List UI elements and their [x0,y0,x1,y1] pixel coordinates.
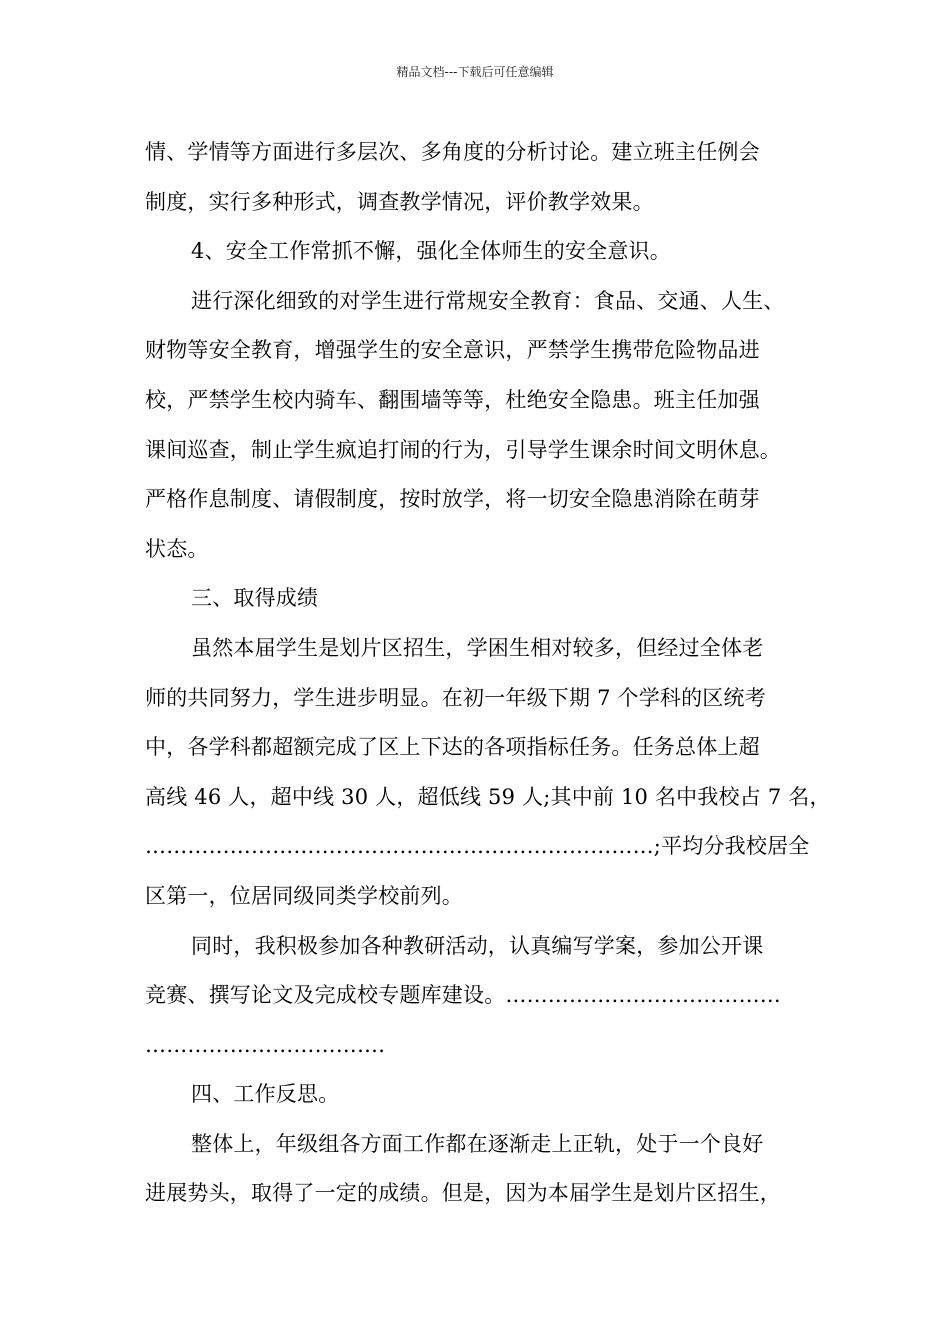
text-line: 同时，我积极参加各种教研活动，认真编写学案，参加公开课 [191,933,764,958]
text-line: 高线 46 人，超中线 30 人，超低线 59 人;其中前 10 名中我校占 7 名， [145,784,831,809]
text-line: 制度，实行多种形式，调查教学情况，评价教学效果。 [145,189,654,214]
text-line: 师的共同努力，学生进步明显。在初一年级下期 7 个学科的区统考 [145,685,766,710]
document-body [145,128,835,1219]
text-line: 整体上，年级组各方面工作都在逐渐走上正轨，处于一个良好 [191,1131,764,1156]
text-line: 竞赛、撰写论文及完成校专题库建设。………………………………… [145,983,781,1008]
text-line: 中，各学科都超额完成了区上下达的各项指标任务。任务总体上超 [145,735,760,760]
section-heading: 四、工作反思。 [191,1082,340,1107]
text-line: 校，严禁学生校内骑车、翻围墙等等，杜绝安全隐患。班主任加强 [145,387,760,412]
text-line: 课间巡查，制止学生疯追打闹的行为，引导学生课余时间文明休息。 [145,437,781,462]
page-header: 精品文档---下载后可任意编辑 [396,65,554,79]
text-line: ……………………………. [145,1032,386,1057]
text-line: 状态。 [145,536,209,561]
text-line: 区第一，位居同级同类学校前列。 [145,883,463,908]
section-subheading: 4、安全工作常抓不懈，强化全体师生的安全意识。 [191,239,671,264]
text-line: 进展势头，取得了一定的成绩。但是，因为本届学生是划片区招生， [145,1181,781,1206]
text-line: 严格作息制度、请假制度，按时放学，将一切安全隐患消除在萌芽 [145,487,760,512]
text-line: 财物等安全教育，增强学生的安全意识，严禁学生携带危险物品进 [145,338,760,363]
text-line: 情、学情等方面进行多层次、多角度的分析讨论。建立班主任例会 [145,140,760,164]
section-heading: 三、取得成绩 [191,586,319,611]
text-line: ………………………………………………………………;平均分我校居全 [145,834,810,859]
text-line: 虽然本届学生是划片区招生，学困生相对较多，但经过全体老 [191,635,764,660]
text-line: 进行深化细致的对学生进行常规安全教育：食品、交通、人生、 [191,288,785,313]
